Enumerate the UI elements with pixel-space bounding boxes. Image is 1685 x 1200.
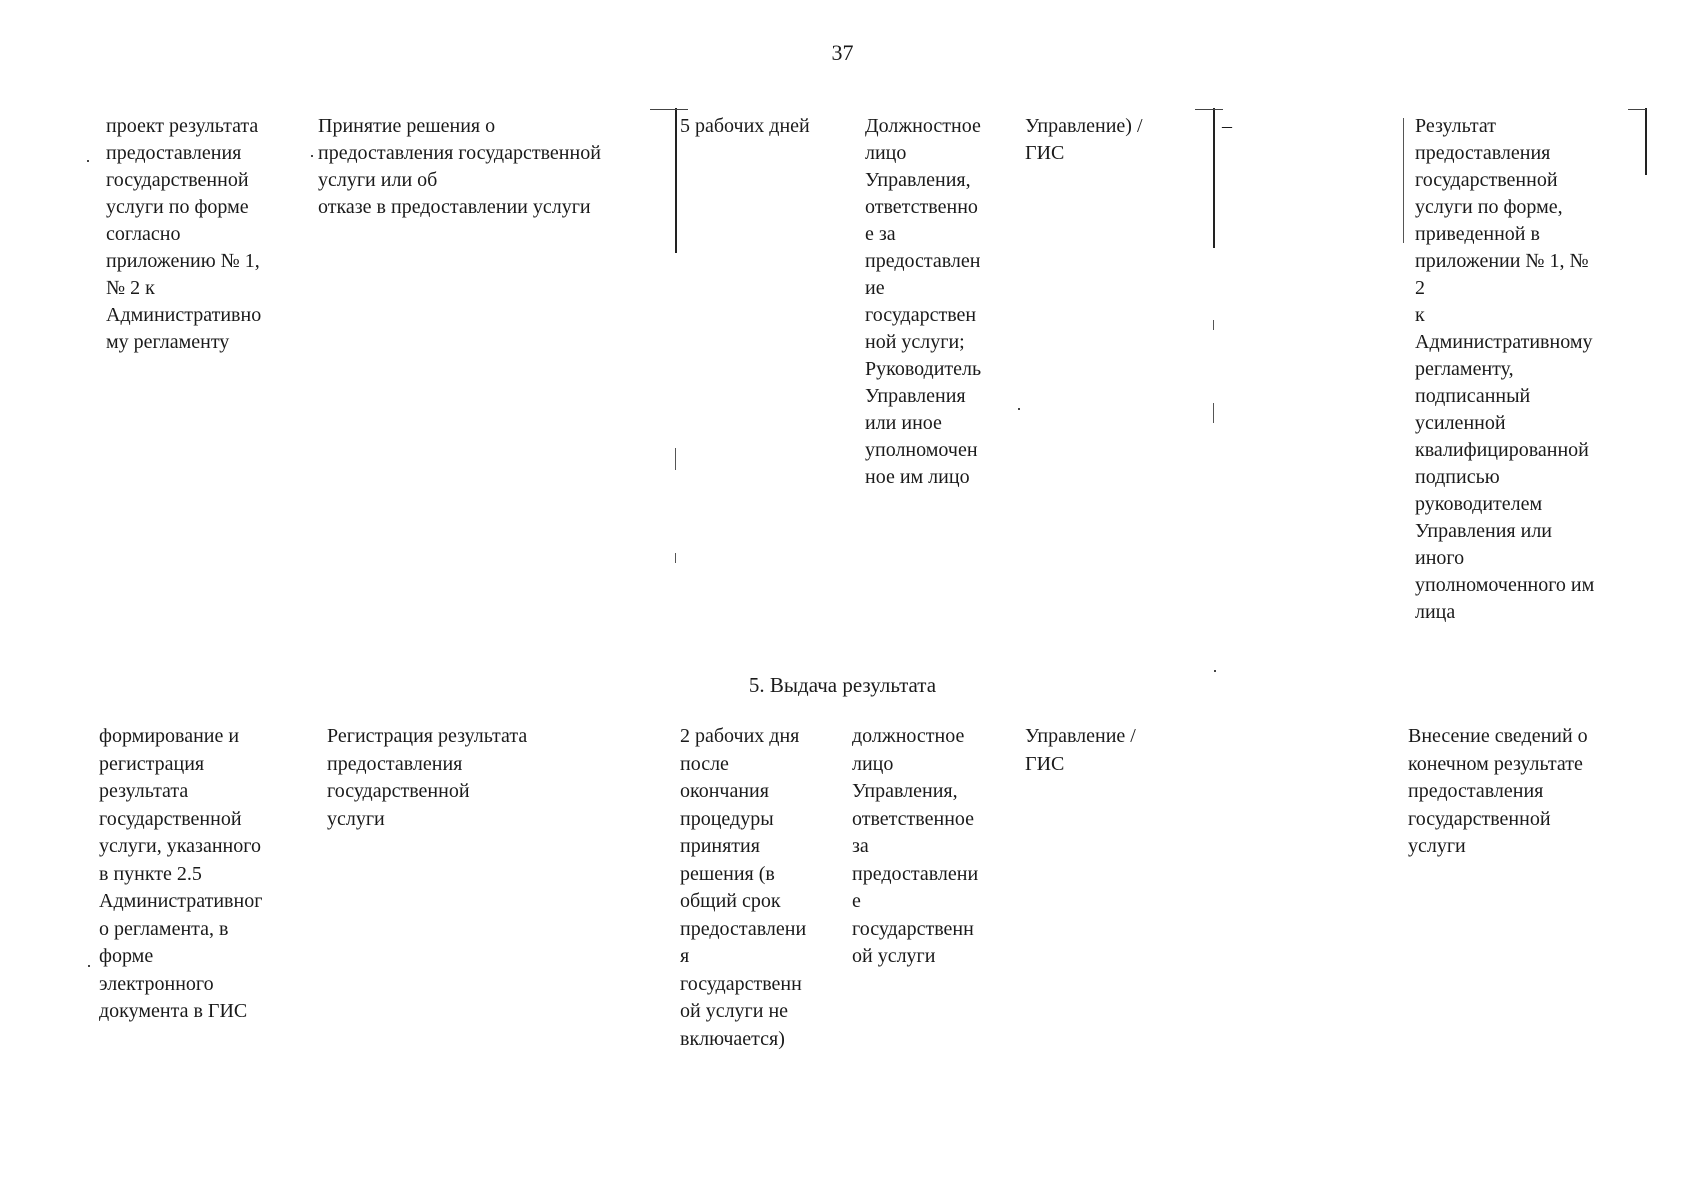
page-number: 37 [831,40,854,65]
cell-decision-criteria: – [1222,115,1232,137]
scan-artifact-line [1628,109,1646,110]
cell-action-result: Результат предоставления государственной услуги по форме, приведенной в приложении № 1, № 2 к Административному регламенту, подписанный усиленной квалифицированной подписью руководителем Управления или иного уполномоченного им лица [1415,115,1595,623]
scan-artifact-line [1213,108,1215,248]
scan-artifact-line [1213,403,1214,423]
scan-artifact-speck [311,155,313,157]
scan-artifact-line [675,108,677,253]
cell-action-result: Внесение сведений о конечном результате предоставления государственной услуги [1408,725,1588,857]
cell-responsible-official: должностное лицо Управления, ответственное за предоставлени е государственн ой услуги [852,725,979,967]
cell-deadline: 2 рабочих дня после окончания процедуры принятия решения (в общий срок предоставлени я государственн ой услуги не включается) [680,725,807,1050]
cell-responsible-official: Должностное лицо Управления, ответственно е за предоставлен ие государствен ной услуги; Руководитель Управления или иное уполномочен ное им лицо [865,115,982,488]
cell-place-of-action: Управление / ГИС [1025,725,1136,775]
scan-artifact-line [650,109,688,110]
scan-artifact-speck [1214,670,1216,672]
cell-action-content: Принятие решения о предоставления государственной услуги или об отказе в предоставлении услуги [318,115,601,218]
scan-artifact-line [675,553,676,563]
scan-artifact-line [1403,118,1404,243]
scan-artifact-line [675,448,676,470]
scan-artifact-speck [87,160,89,162]
cell-deadline: 5 рабочих дней [680,115,810,137]
cell-procedure-basis: формирование и регистрация результата государственной услуги, указанного в пункте 2.5 Административног о регламента, в форме электронного документа в ГИС [99,725,263,1022]
scan-artifact-line [1195,109,1223,110]
cell-procedure-basis: проект результата предоставления государственной услуги по форме согласно приложению № 1, № 2 к Административно му регламенту [106,115,262,353]
cell-action-content: Регистрация результата предоставления государственной услуги [327,725,528,830]
scan-artifact-line [1645,108,1647,175]
cell-place-of-action: Управление) / ГИС [1025,115,1143,164]
scan-artifact-speck [1018,408,1020,410]
scan-artifact-line [1213,320,1214,330]
scan-artifact-speck [88,965,90,967]
section-heading: 5. Выдача результата [748,673,937,697]
